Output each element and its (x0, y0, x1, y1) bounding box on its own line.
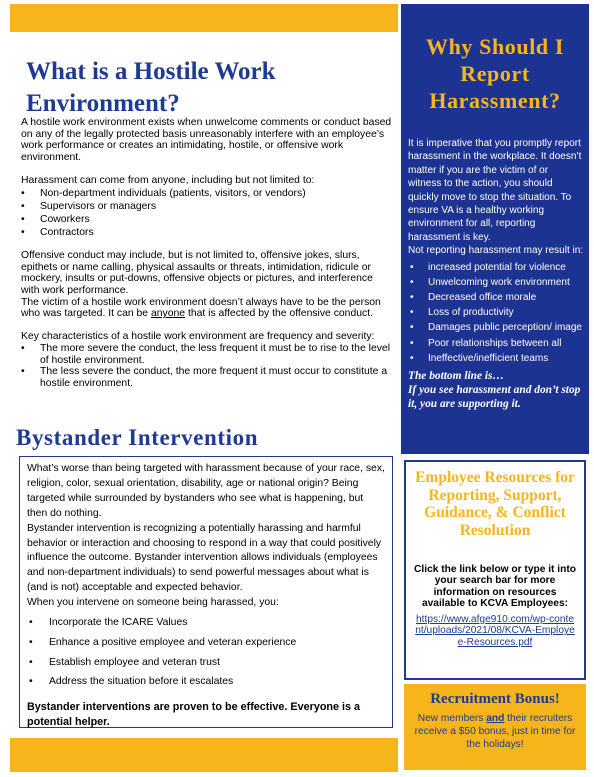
bystander-paragraph-2: Bystander intervention is recognizing a potentially harassing and harmful behavior or interaction and choosing to respond in a way that could positively influence the outcome. Bystander intervention allows individuals (employees and non-department individuals) to send powerful messages about what is (and is not) acceptable and expected behavior. (27, 522, 382, 594)
bottom-line-statement: If you see harassment and don’t stop it, you are supporting it. (408, 384, 581, 411)
bystander-paragraph-1: What’s worse than being targeted with harassment because of your race, sex, religion, color, sexual orientation, disability, age or national origin? Being targeted while surrounded by bystanders who see what is happening, but then do nothing. (27, 463, 385, 519)
offensive-conduct-text: Offensive conduct may include, but is not limited to, offensive jokes, slurs, epithets or name calling, physical assaults or threats, intimidation, ridicule or mockery, insults or put-downs, offensive objects or pictures, and interference with work performance. (21, 250, 373, 296)
list-item: • Establish employee and veteran trust (27, 653, 386, 673)
victim-text-emphasis: anyone (150, 308, 186, 320)
harassment-sources-lead: Harassment can come from anyone, including but not limited to: (21, 174, 315, 186)
list-item: • Damages public perception/ image (408, 320, 584, 335)
report-paragraph-1: It is imperative that you promptly report harassment in the workplace. It doesn’t matter if you are the victim of or witness to the action, you should quickly move to stop the situation. To ensure VA is a healthy working environment for all, reporting harassment is key. (408, 138, 582, 243)
report-section-title: Why Should I Report Harassment? (425, 34, 565, 113)
top-accent-bar (10, 4, 398, 32)
list-item: • Supervisors or managers (21, 200, 393, 213)
list-item: • Unwelcoming work environment (408, 275, 584, 290)
report-section-body (408, 137, 584, 411)
victim-text-post: that is affected by the offensive conduct. (185, 308, 373, 320)
harassment-sources-list (21, 187, 393, 239)
list-item: • Incorporate the ICARE Values (27, 613, 386, 633)
bonus-text-post: their recruiters receive a $50 bonus, just in time for the holidays! (414, 713, 576, 750)
report-consequences-list (408, 260, 584, 366)
bystander-box (19, 456, 393, 728)
resources-title: Employee Resources for Reporting, Support, Guidance, & Conflict Resolution (415, 469, 575, 539)
list-item: • increased potential for violence (408, 260, 584, 275)
bonus-text (410, 712, 580, 751)
list-item: • The less severe the conduct, the more frequent it must occur to constitute a hostile environment. (21, 366, 393, 389)
bottom-line-label: The bottom line is… (408, 370, 504, 383)
list-item: • Coworkers (21, 213, 393, 226)
bonus-text-pre: New members (417, 713, 487, 724)
list-item: • Address the situation before it escalates (27, 672, 386, 692)
hostile-intro: A hostile work environment exists when unwelcome comments or conduct based on any of the legally protected basis unreasonably interfere with an employee’s work performance or creates an intimidating, hostile, or offensive work environment. (21, 117, 392, 163)
characteristics-list (21, 343, 393, 389)
list-item: • Decreased office morale (408, 290, 584, 305)
report-side-panel (401, 4, 589, 454)
bonus-title: Recruitment Bonus! (430, 691, 560, 707)
hostile-section (21, 117, 393, 401)
victim-text (21, 297, 393, 320)
list-item: • The more severe the conduct, the less frequent it must be to rise to the level of hostile environment. (21, 343, 393, 366)
bystander-actions-list (27, 613, 386, 692)
list-item: • Ineffective/inefficient teams (408, 351, 584, 366)
list-item: • Enhance a positive employee and veteran experience (27, 633, 386, 653)
bystander-paragraph-3: When you intervene on someone being harassed, you: (27, 597, 279, 609)
list-item: • Contractors (21, 226, 393, 239)
bystander-closing: Bystander interventions are proven to be effective. Everyone is a potential helper. (27, 701, 361, 728)
victim-text-pre: The victim of a hostile work environment doesn’t always have to be the person who was targeted. It can be (21, 296, 381, 320)
bystander-section-title: Bystander Intervention (16, 425, 259, 450)
resources-subtitle: Click the link below or type it into your search bar for more information on resources available to KCVA Employees: (414, 564, 576, 610)
report-paragraph-2: Not reporting harassment may result in: (408, 245, 584, 257)
list-item: • Non-department individuals (patients, visitors, or vendors) (21, 187, 393, 200)
hostile-section-title: What is a Hostile Work Environment? (26, 58, 276, 117)
list-item: • Poor relationships between all (408, 336, 584, 351)
resources-box (404, 460, 586, 680)
resources-link[interactable]: https://www.afge910.com/wp-content/uploads/2021/08/KCVA-Employee-Resources.pdf (415, 614, 575, 648)
bonus-text-emphasis: and (486, 713, 505, 724)
characteristics-lead: Key characteristics of a hostile work environment are frequency and severity: (21, 331, 375, 343)
list-item: • Loss of productivity (408, 305, 584, 320)
bottom-accent-bar (10, 738, 398, 772)
recruitment-bonus-box (404, 684, 586, 770)
